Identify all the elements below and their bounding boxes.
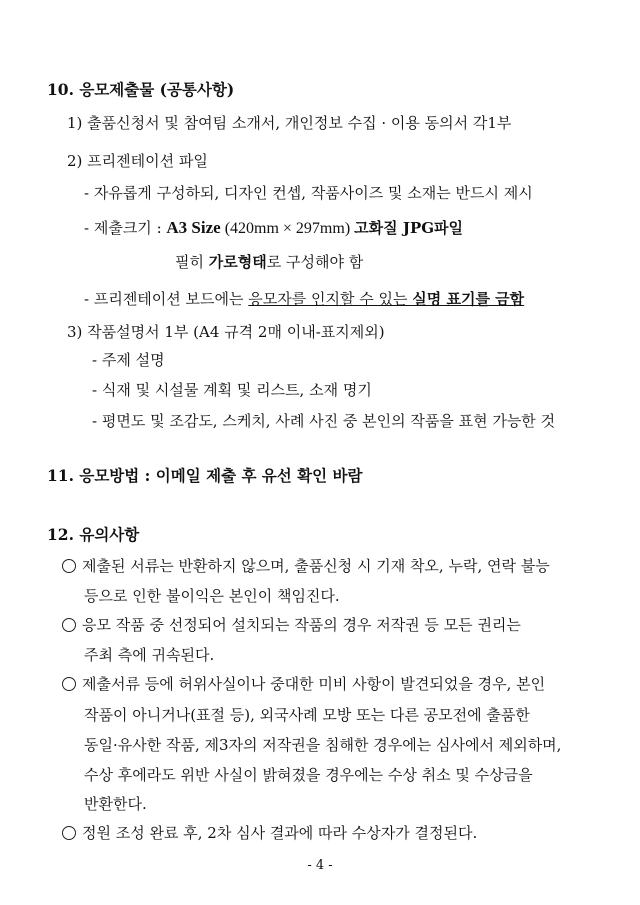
board-note-underlined: 응모자를 인지할 수 있는 — [248, 290, 413, 308]
submit-size-prefix: - 제출크기 : — [84, 219, 167, 237]
board-note-real-name-prohibited: 실명 표기를 금함 — [412, 290, 525, 308]
note-3-line-1 — [62, 674, 545, 694]
section-11-value: 이메일 제출 후 유선 확인 바람 — [155, 466, 363, 485]
circle-bullet-icon — [62, 826, 76, 840]
item-3-bullet-2: - 식재 및 시설물 계획 및 리스트, 소재 명기 — [92, 381, 372, 399]
submit-size-dims: (420mm × 297mm) — [220, 220, 355, 237]
note-text: 제출서류 등에 허위사실이나 중대한 미비 사항이 발견되었을 경우, 본인 — [82, 675, 546, 693]
section-11-label: 11. 응모방법 : — [47, 466, 156, 485]
note-2-line-2: 주최 측에 귀속된다. — [84, 646, 215, 664]
note-3-line-2: 작품이 아니거나(표절 등), 외국사례 모방 또는 다른 공모전에 출품한 — [84, 706, 530, 724]
section-11 — [47, 466, 362, 486]
item-3-bullet-1: - 주제 설명 — [92, 351, 165, 369]
note-3-line-5: 반환한다. — [84, 795, 147, 813]
section-10-title: 10. 응모제출물 (공통사항) — [47, 80, 235, 99]
item-2-bullet-3 — [84, 289, 524, 309]
note-1-line-2: 등으로 인한 불이익은 본인이 책임진다. — [84, 587, 340, 605]
section-10-item-1: 1) 출품신청서 및 참여팀 소개서, 개인정보 수집 · 이용 동의서 각1부 — [67, 114, 512, 132]
section-12-title: 12. 유의사항 — [47, 525, 140, 544]
section-10-item-3-title: 3) 작품설명서 1부 (A4 규격 2매 이내-표지제외) — [67, 323, 385, 341]
page-number: - 4 - — [307, 858, 333, 873]
note-text: 응모 작품 중 선정되어 설치되는 작품의 경우 저작권 등 모든 권리는 — [82, 616, 521, 634]
item-2-bullet-2-continued — [175, 252, 363, 272]
note-2-line-1 — [62, 615, 521, 635]
orientation-landscape: 가로형태 — [208, 253, 267, 271]
circle-bullet-icon — [62, 618, 76, 632]
note-4-line-1 — [62, 823, 477, 843]
section-10-item-2-title: 2) 프리젠테이션 파일 — [67, 152, 208, 170]
note-3-line-3: 동일·유사한 작품, 제3자의 저작권을 침해한 경우에는 심사에서 제외하며, — [84, 736, 562, 754]
submit-size-a3: A3 Size — [166, 218, 221, 237]
item-2-bullet-2 — [84, 218, 463, 239]
orientation-pre: 필히 — [175, 253, 209, 271]
item-3-bullet-3: - 평면도 및 조감도, 스케치, 사례 사진 중 본인의 작품을 표현 가능한 것 — [92, 412, 556, 430]
board-note-prefix: - 프리젠테이션 보드에는 — [84, 290, 249, 308]
circle-bullet-icon — [62, 677, 76, 691]
submit-size-quality: 고화질 JPG파일 — [354, 219, 464, 237]
note-text: 제출된 서류는 반환하지 않으며, 출품신청 시 기재 착오, 누락, 연락 불능 — [82, 557, 550, 575]
note-text: 정원 조성 완료 후, 2차 심사 결과에 따라 수상자가 결정된다. — [82, 824, 478, 842]
circle-bullet-icon — [62, 559, 76, 573]
note-3-line-4: 수상 후에라도 위반 사실이 밝혀졌을 경우에는 수상 취소 및 수상금을 — [84, 766, 533, 784]
item-2-bullet-1: - 자유롭게 구성하되, 디자인 컨셉, 작품사이즈 및 소재는 반드시 제시 — [84, 184, 533, 202]
orientation-post: 로 구성해야 함 — [266, 253, 364, 271]
note-1-line-1 — [62, 556, 550, 576]
